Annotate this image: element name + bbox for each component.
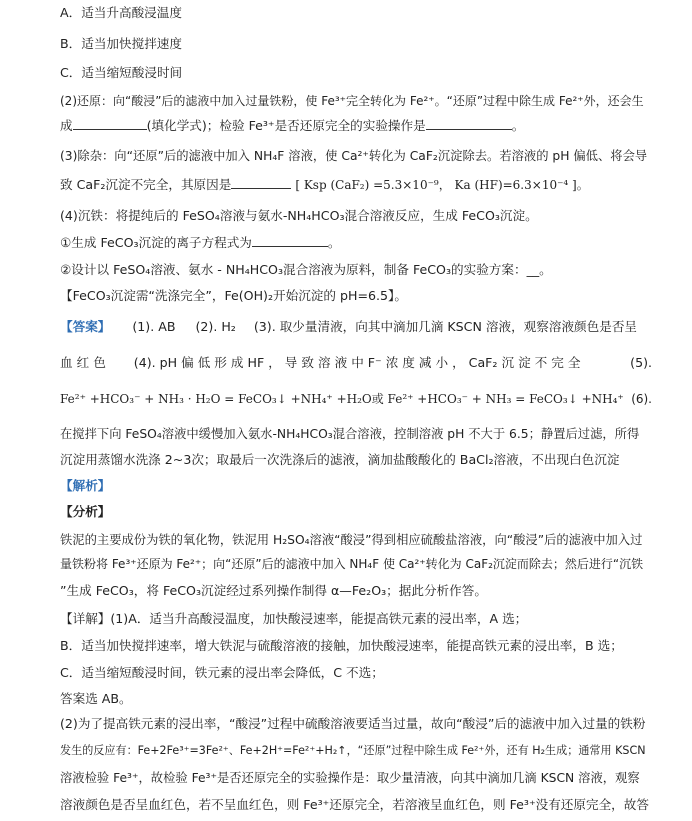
answer-p2: (2). H₂ [195,319,236,334]
answer-blank [252,234,328,247]
answer-tag: 【答案】 [60,319,111,334]
q4-sub2: ②设计以 FeSO₄溶液、氨水 - NH₄HCO₃混合溶液为原料，制备 FeCO₃的实验方案：__。 [60,262,552,277]
q2-line2-prefix: 成 [60,118,73,133]
analysis-l1: 铁泥的主要成份为铁的氧化物，铁泥用 H₂SO₄溶液“酸浸”得到相应硫酸盐溶液，向“酸浸”后的滤液中加入过 [60,533,643,547]
option-b: B．适当加快搅拌速度 [60,36,182,51]
answer-p1: (1). AB [132,319,176,334]
option-c: C．适当缩短酸浸时间 [60,65,183,80]
detail-d4: 答案选 AB。 [60,691,132,706]
detail-e2: 发生的反应有：Fe+2Fe³⁺=3Fe²⁺、Fe+2H⁺=Fe²⁺+H₂↑，“还原”过程中除生成 Fe²⁺外，还有 H₂生成；通常用 KSCN [60,744,646,757]
detail-e1: (2)为了提高铁元素的浸出率，“酸浸”过程中硫酸溶液要适当过量，故向“酸浸”后的滤液中加入过量的铁粉 [60,716,646,731]
analysis-l2: 量铁粉将 Fe³⁺还原为 Fe²⁺；向“还原”后的滤液中加入 NH₄F 使 Ca²⁺转化为 CaF₂沉淀而除去；然后进行“沉铁 [60,557,644,571]
q4-sub1-end: 。 [327,235,341,250]
q2-line1: (2)还原：向“酸浸”后的滤液中加入过量铁粉，使 Fe³⁺完全转化为 Fe²⁺。“还原”过程中除生成 Fe²⁺外，还会生 [60,94,644,108]
fenxi-tag-text: 【分析】 [60,504,111,519]
answer-line2 [60,354,652,372]
detail-e3: 溶液检验 Fe³⁺，故检验 Fe³⁺是否还原完全的实验操作是：取少量清液，向其中滴加几滴 KSCN 溶液，观察 [60,771,640,785]
q4-sub1-text: ①生成 FeCO₃沉淀的离子方程式为 [60,235,252,250]
answer-blank [426,117,512,130]
analysis-tag-text: 【解析】 [60,478,111,493]
answer-p5: (5). [630,355,652,370]
answer-equation-line [60,390,652,408]
analysis-l3: ”生成 FeCO₃，将 FeCO₃沉淀经过系列操作制得 α—Fe₂O₃；据此分析作答。 [60,583,487,598]
detail-d3: C．适当缩短酸浸时间，铁元素的浸出率会降低，C 不选； [60,665,384,680]
q4-line1: (4)沉铁：将提纯后的 FeSO₄溶液与氨水-NH₄HCO₃混合溶液反应，生成 FeCO₃沉淀。 [60,208,538,223]
detail-e4: 溶液颜色是否呈血红色，若不呈血红色，则 Fe³⁺还原完全，若溶液呈血红色，则 Fe³⁺没有还原完全，故答 [60,797,649,812]
option-a: A．适当升高酸浸温度 [60,5,182,20]
analysis-tag [60,477,652,495]
ksp-constants: [ Ksp (CaF₂) =5.3×10⁻⁹， Ka (HF)=6.3×10⁻⁴ ]。 [295,178,589,192]
q3-line2 [60,176,652,194]
detail-d2: B．适当加快搅拌速率，增大铁泥与硫酸溶液的接触，加快酸浸速率，能提高铁元素的浸出率，B 选； [60,638,623,653]
q2-line2-mid: (填化学式)；检验 Fe³⁺是否还原完全的实验操作是 [146,118,426,133]
answer-equation: Fe²⁺ +HCO₃⁻ + NH₃ · H₂O = FeCO₃↓ +NH₄⁺ +H₂O或 Fe²⁺ +HCO₃⁻ + NH₃ = FeCO₃↓ +NH₄⁺ [60,392,624,406]
answer-p3: (3). 取少量清液，向其中滴加几滴 KSCN 溶液，观察溶液颜色是否呈 [253,319,638,334]
q2-line2-end: 。 [511,118,525,133]
answer-p6-line2: 沉淀用蒸馏水洗涤 2~3次；取最后一次洗涤后的滤液，滴加盐酸酸化的 BaCl₂溶液，不出现白色沉淀 [60,452,620,467]
answer-line1 [60,318,652,336]
q3-line2-prefix: 致 CaF₂沉淀不完全，其原因是 [60,177,232,192]
answer-p4: (4). pH 偏 低 形 成 HF ， 导 致 溶 液 中 F⁻ 浓 度 减 小 ， CaF₂ 沉 淀 不 完 全 [133,355,581,370]
detail-d1: 【详解】(1)A．适当升高酸浸温度，加快酸浸速率，能提高铁元素的浸出率，A 选； [60,611,528,626]
answer-blank [73,117,147,130]
fenxi-tag [60,503,652,521]
answer-p6-line1: 在搅拌下向 FeSO₄溶液中缓慢加入氨水-NH₄HCO₃混合溶液，控制溶液 pH 不大于 6.5；静置后过滤，所得 [60,427,640,441]
answer-p3b: 血 红 色 [60,355,106,370]
answer-blank [231,176,291,189]
q4-note: 【FeCO₃沉淀需“洗涤完全”，Fe(OH)₂开始沉淀的 pH=6.5】。 [60,288,407,303]
q4-sub1 [60,234,652,252]
q2-line2 [60,117,652,135]
answer-p6: (6). [631,392,652,406]
q3-line1: (3)除杂：向“还原”后的滤液中加入 NH₄F 溶液，使 Ca²⁺转化为 CaF₂沉淀除去。若溶液的 pH 偏低、将会导 [60,149,648,163]
